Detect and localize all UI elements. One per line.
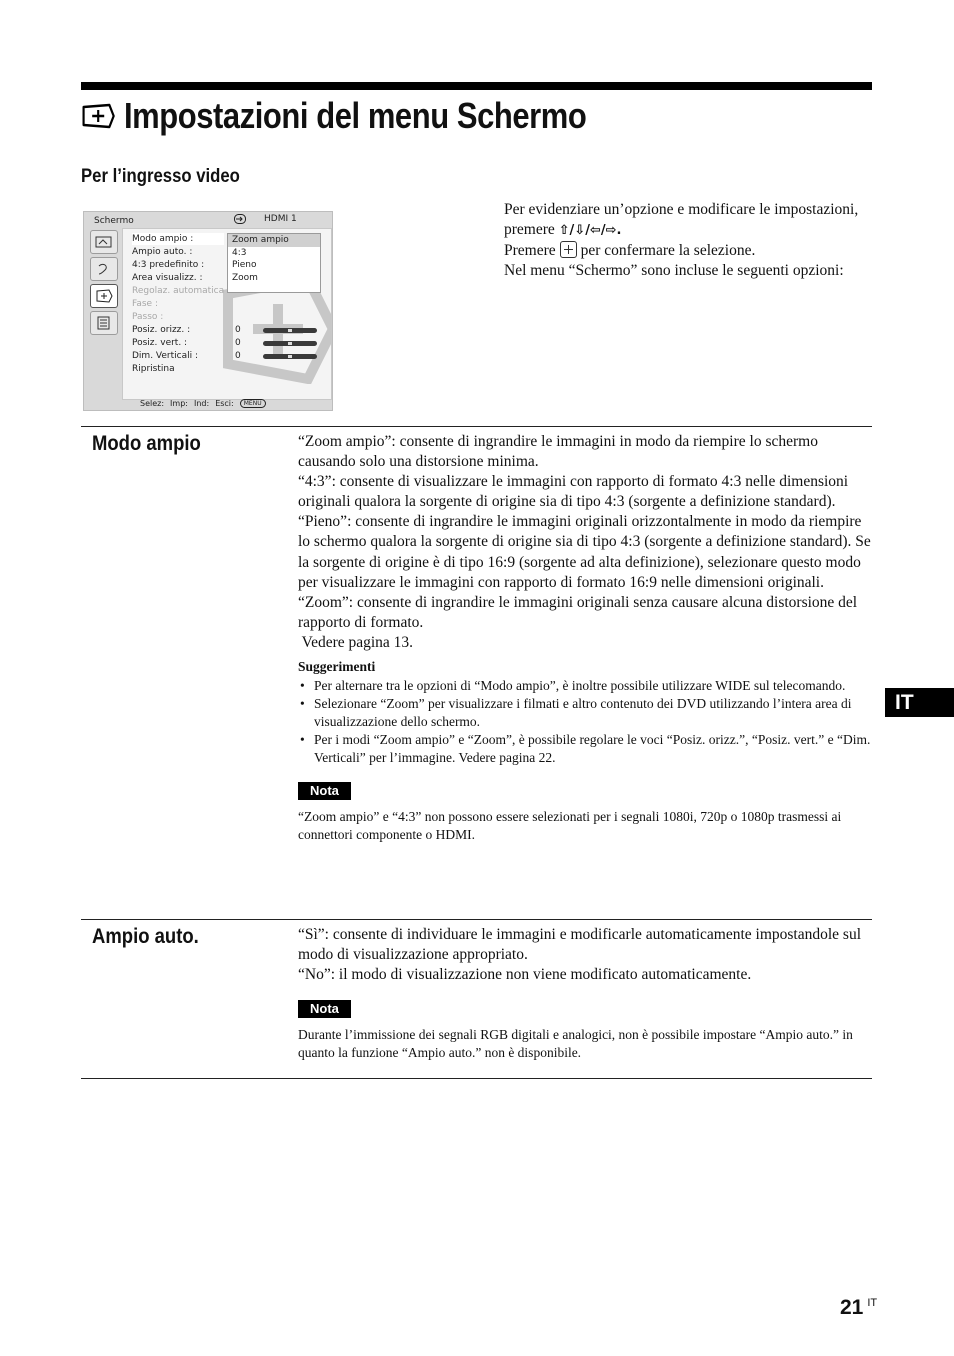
menu-dropdown (227, 233, 321, 293)
section-divider (81, 1078, 872, 1079)
intro-line1: Per evidenziare un’opzione e modificare le impostazioni, premere (504, 201, 859, 238)
section-heading-ampio-auto: Ampio auto. (92, 925, 199, 948)
paragraph: “4:3”: consente di visualizzare le immagini con rapporto di formato 4:3 nelle dimensioni originali qualora la sorgente di origine sia di tipo 4:3 (sorgente a definizione standard). (298, 473, 849, 511)
menu-item: Dim. Verticali : (132, 351, 199, 361)
dropdown-option: Zoom ampio (228, 234, 320, 247)
menu-title: Schermo (94, 216, 134, 226)
section-body-ampio-auto (298, 925, 873, 1062)
note-label: Nota (298, 782, 351, 800)
arrow-keys: ⇧/⇩/⇦/⇨. (558, 223, 622, 238)
intro-line2a: Premere (504, 242, 556, 259)
menu-item: Fase : (132, 299, 158, 309)
setup-icon (90, 311, 118, 335)
intro-line2b: per confermare la selezione. (580, 242, 756, 259)
input-icon (234, 214, 246, 224)
note-text: “Zoom ampio” e “4:3” non possono essere selezionati per i segnali 1080i, 720p o 1080p trasmessi ai connettori componente o HDMI. (298, 809, 842, 843)
menu-item-value: 0 (235, 338, 241, 348)
menu-screenshot (83, 211, 333, 411)
slider-bar (263, 341, 317, 346)
intro-text (504, 200, 864, 281)
tip-item: • Per alternare tra le opzioni di “Modo ampio”, è inoltre possibile utilizzare WIDE sul telecomando. (298, 677, 873, 695)
menu-item: 4:3 predefinito : (132, 260, 205, 270)
menu-item-value: 0 (235, 351, 241, 361)
menu-item: Area visualizz. : (132, 273, 203, 283)
section-heading-modo-ampio: Modo ampio (92, 432, 201, 455)
subheading: Per l’ingresso video (81, 166, 240, 187)
footer-back: Ind: (193, 399, 210, 408)
slider-bar (263, 354, 317, 359)
menu-item: Posiz. orizz. : (132, 325, 191, 335)
paragraph: “Sì”: consente di individuare le immagini e modificarle automaticamente impostandole sul modo di visualizzazione appropriato. (298, 926, 862, 964)
dropdown-option: 4:3 (232, 247, 247, 258)
menu-item: Ampio auto. : (132, 247, 193, 257)
menu-item: Regolaz. automatica (132, 286, 225, 296)
language-tab: IT (885, 688, 954, 717)
footer-enter: Imp: (170, 399, 188, 408)
paragraph: “No”: il modo di visualizzazione non viene modificato automaticamente. (298, 966, 752, 984)
sound-icon (90, 257, 118, 281)
screen-icon (90, 284, 118, 308)
dropdown-option: Zoom (232, 272, 258, 283)
footer-select: Selez: (140, 399, 165, 408)
menu-footer (140, 399, 266, 408)
note-text: Durante l’immissione dei segnali RGB digitali e analogici, non è possibile impostare “Ampio auto.” in quanto la funzione “Ampio auto.” non è disponibile. (298, 1027, 853, 1061)
screen-menu-icon (81, 103, 115, 129)
menu-item: Modo ampio : (132, 233, 224, 245)
section-divider (81, 426, 872, 427)
tip-item: • Per i modi “Zoom ampio” e “Zoom”, è possibile regolare le voci “Posiz. orizz.”, “Posiz. vert.” e “Dim. Verticali” per l’immagine. Vedere pagina 22. (298, 731, 873, 767)
menu-key: MENU (240, 399, 266, 408)
enter-button-icon (560, 241, 577, 258)
dropdown-option: Pieno (232, 260, 257, 270)
footer-exit: Esci: (215, 399, 234, 408)
paragraph: Vedere pagina 13. (298, 633, 414, 651)
menu-item: Ripristina (132, 364, 175, 374)
paragraph: “Zoom”: consente di ingrandire le immagini originali senza causare alcuna distorsione del rapporto di formato. (298, 593, 858, 631)
paragraph: “Pieno”: consente di ingrandire le immagini originali orizzontalmente in modo da riempire lo schermo qualora la sorgente di origine sia di tipo 4:3 (sorgente a definizione standard). Se la sorgente di origine è di tipo 16:9 (sorgente ad alta definizione), selezionare questo modo per visualizzare le immagini con rapporto di formato 16:9 nelle dimensioni originali. (298, 513, 871, 591)
note-label: Nota (298, 1000, 351, 1018)
paragraph: “Zoom ampio”: consente di ingrandire le immagini in modo da riempire lo schermo causando solo una distorsione minima. (298, 433, 818, 471)
menu-item-value: 0 (235, 325, 241, 335)
menu-item: Passo : (132, 312, 164, 322)
menu-panel (122, 228, 332, 400)
menu-input-indicator (234, 214, 297, 224)
menu-category-icons (90, 230, 120, 338)
menu-input-label: HDMI 1 (264, 214, 297, 224)
page-title-text: Impostazioni del menu Schermo (124, 95, 587, 136)
header-rule (81, 82, 872, 90)
picture-icon (90, 230, 118, 254)
section-body-modo-ampio (298, 432, 873, 844)
page-number-value: 21 (840, 1296, 864, 1319)
page-title (81, 94, 586, 138)
tips-title: Suggerimenti (298, 659, 376, 675)
tips-list (298, 677, 873, 767)
intro-line3: Nel menu “Schermo” sono incluse le seguenti opzioni: (504, 262, 844, 279)
page-number (840, 1296, 877, 1320)
tip-item: • Selezionare “Zoom” per visualizzare i filmati e altro contenuto dei DVD utilizzando l’intera area di visualizzazione dello schermo. (298, 695, 873, 731)
menu-item: Posiz. vert. : (132, 338, 188, 348)
section-divider (81, 919, 872, 920)
slider-bar (263, 328, 317, 333)
page-number-lang: IT (867, 1297, 878, 1309)
